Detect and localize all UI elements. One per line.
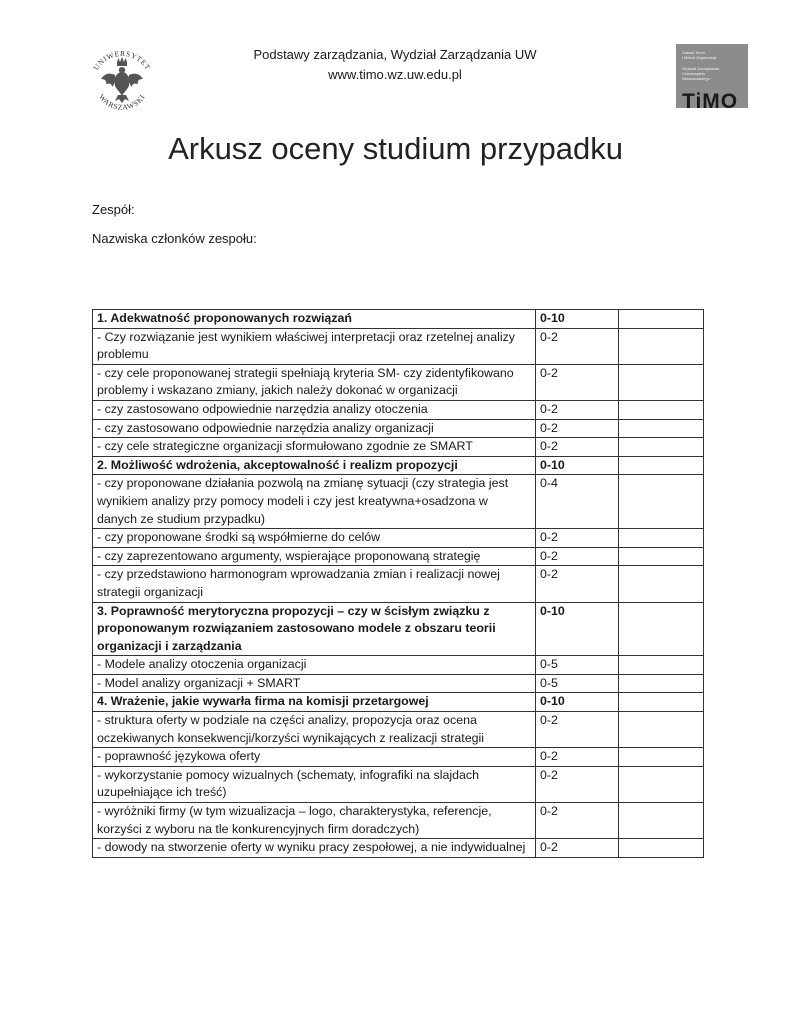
points-range-cell: 0-2 [536, 547, 619, 566]
score-entry-cell [619, 566, 704, 602]
criterion-cell: - Modele analizy otoczenia organizacji [93, 656, 536, 675]
table-row [93, 547, 704, 566]
logo-small-line: Uniwersytetu [682, 71, 706, 76]
logo-small-line: Wydział Zarządzania [682, 66, 720, 71]
logo-small-line: Warszawskiego [682, 76, 710, 81]
points-range-cell: 0-10 [536, 310, 619, 329]
points-range-cell: 0-10 [536, 602, 619, 656]
table-row [93, 748, 704, 767]
criterion-cell: - czy proponowane działania pozwolą na zmianę sytuacji (czy strategia jest wynikiem analizy przy pomocy modeli i czy jest kreatywna+osadzona w danych ze studium przypadku) [93, 475, 536, 529]
criterion-cell: - dowody na stworzenie oferty w wyniku pracy zespołowej, a nie indywidualnej [93, 839, 536, 858]
table-row [93, 839, 704, 858]
seal-text-bottom: WARSZAWSKI [97, 92, 147, 112]
score-entry-cell [619, 419, 704, 438]
logo-small-line: Zakład Teorii [682, 50, 705, 55]
section-heading-cell: 1. Adekwatność proponowanych rozwiązań [93, 310, 536, 329]
table-section-row [93, 693, 704, 712]
points-range-cell: 0-2 [536, 364, 619, 400]
criterion-cell: - czy cele strategiczne organizacji sformułowano zgodnie ze SMART [93, 438, 536, 457]
criterion-cell: - struktura oferty w podziale na części analizy, propozycja oraz ocena oczekiwanych konsekwencji/korzyści wynikających z realizacji strategii [93, 712, 536, 748]
points-range-cell: 0-2 [536, 438, 619, 457]
table-row [93, 328, 704, 364]
points-range-cell: 0-4 [536, 475, 619, 529]
section-heading-cell: 2. Możliwość wdrożenia, akceptowalność i realizm propozycji [93, 456, 536, 475]
criterion-cell: - Czy rozwiązanie jest wynikiem właściwej interpretacji oraz rzetelnej analizy problemu [93, 328, 536, 364]
table-row [93, 712, 704, 748]
criterion-cell: - czy przedstawiono harmonogram wprowadzania zmian i realizacji nowej strategii organizacji [93, 566, 536, 602]
score-entry-cell [619, 712, 704, 748]
score-entry-cell [619, 364, 704, 400]
table-row [93, 766, 704, 802]
score-entry-cell [619, 328, 704, 364]
evaluation-table-body [93, 310, 704, 858]
criterion-cell: - czy zastosowano odpowiednie narzędzia analizy otoczenia [93, 400, 536, 419]
timo-logo [676, 44, 748, 108]
points-range-cell: 0-2 [536, 803, 619, 839]
points-range-cell: 0-2 [536, 400, 619, 419]
score-entry-cell [619, 475, 704, 529]
score-entry-cell [619, 674, 704, 693]
score-entry-cell [619, 748, 704, 767]
score-entry-cell [619, 839, 704, 858]
table-row [93, 475, 704, 529]
document-title: Arkusz oceny studium przypadku [168, 131, 623, 166]
score-entry-cell [619, 310, 704, 329]
points-range-cell: 0-2 [536, 529, 619, 548]
table-row [93, 419, 704, 438]
criterion-cell: - czy zaprezentowano argumenty, wspierające proponowaną strategię [93, 547, 536, 566]
seal-text-top: UNIWERSYTET [91, 48, 153, 72]
score-entry-cell [619, 529, 704, 548]
points-range-cell: 0-5 [536, 674, 619, 693]
criterion-cell: - czy proponowane środki są współmierne do celów [93, 529, 536, 548]
score-entry-cell [619, 602, 704, 656]
points-range-cell: 0-2 [536, 839, 619, 858]
section-heading-cell: 3. Poprawność merytoryczna propozycji – czy w ścisłym związku z proponowanym rozwiązaniem zastosowano modele z obszaru teorii organizacji i zarządzania [93, 602, 536, 656]
logo-brand-text: TiMO [682, 90, 739, 108]
score-entry-cell [619, 400, 704, 419]
table-section-row [93, 602, 704, 656]
evaluation-table [92, 309, 704, 858]
document-header [200, 45, 590, 85]
table-row [93, 803, 704, 839]
criterion-cell: - czy zastosowano odpowiednie narzędzia analizy organizacji [93, 419, 536, 438]
criterion-cell: - poprawność językowa oferty [93, 748, 536, 767]
score-entry-cell [619, 803, 704, 839]
points-range-cell: 0-2 [536, 766, 619, 802]
table-row [93, 656, 704, 675]
criterion-cell: - wyróżniki firmy (w tym wizualizacja – logo, charakterystyka, referencje, korzyści z wyboru na tle konkurencyjnych firm doradczych) [93, 803, 536, 839]
score-entry-cell [619, 766, 704, 802]
points-range-cell: 0-2 [536, 566, 619, 602]
criterion-cell: - czy cele proponowanej strategii spełniają kryteria SM- czy zidentyfikowano problemy i wskazano zmiany, jakich należy dokonać w organizacji [93, 364, 536, 400]
points-range-cell: 0-10 [536, 456, 619, 475]
points-range-cell: 0-10 [536, 693, 619, 712]
score-entry-cell [619, 438, 704, 457]
members-field-label: Nazwiska członków zespołu: [92, 231, 257, 246]
points-range-cell: 0-5 [536, 656, 619, 675]
logo-small-line: i Metod Organizacji [682, 55, 717, 60]
score-entry-cell [619, 656, 704, 675]
points-range-cell: 0-2 [536, 328, 619, 364]
table-row [93, 529, 704, 548]
header-website-line: www.timo.wz.uw.edu.pl [328, 67, 462, 82]
points-range-cell: 0-2 [536, 712, 619, 748]
points-range-cell: 0-2 [536, 748, 619, 767]
eagle-icon [101, 57, 143, 103]
university-seal-logo [84, 46, 160, 118]
table-row [93, 566, 704, 602]
table-row [93, 364, 704, 400]
table-row [93, 674, 704, 693]
team-field-label: Zespół: [92, 202, 135, 217]
table-section-row [93, 456, 704, 475]
score-entry-cell [619, 456, 704, 475]
table-section-row [93, 310, 704, 329]
points-range-cell: 0-2 [536, 419, 619, 438]
score-entry-cell [619, 547, 704, 566]
table-row [93, 400, 704, 419]
criterion-cell: - wykorzystanie pomocy wizualnych (schematy, infografiki na slajdach uzupełniające ich treść) [93, 766, 536, 802]
table-row [93, 438, 704, 457]
score-entry-cell [619, 693, 704, 712]
criterion-cell: - Model analizy organizacji + SMART [93, 674, 536, 693]
header-course-line: Podstawy zarządzania, Wydział Zarządzania UW [253, 47, 537, 62]
section-heading-cell: 4. Wrażenie, jakie wywarła firma na komisji przetargowej [93, 693, 536, 712]
